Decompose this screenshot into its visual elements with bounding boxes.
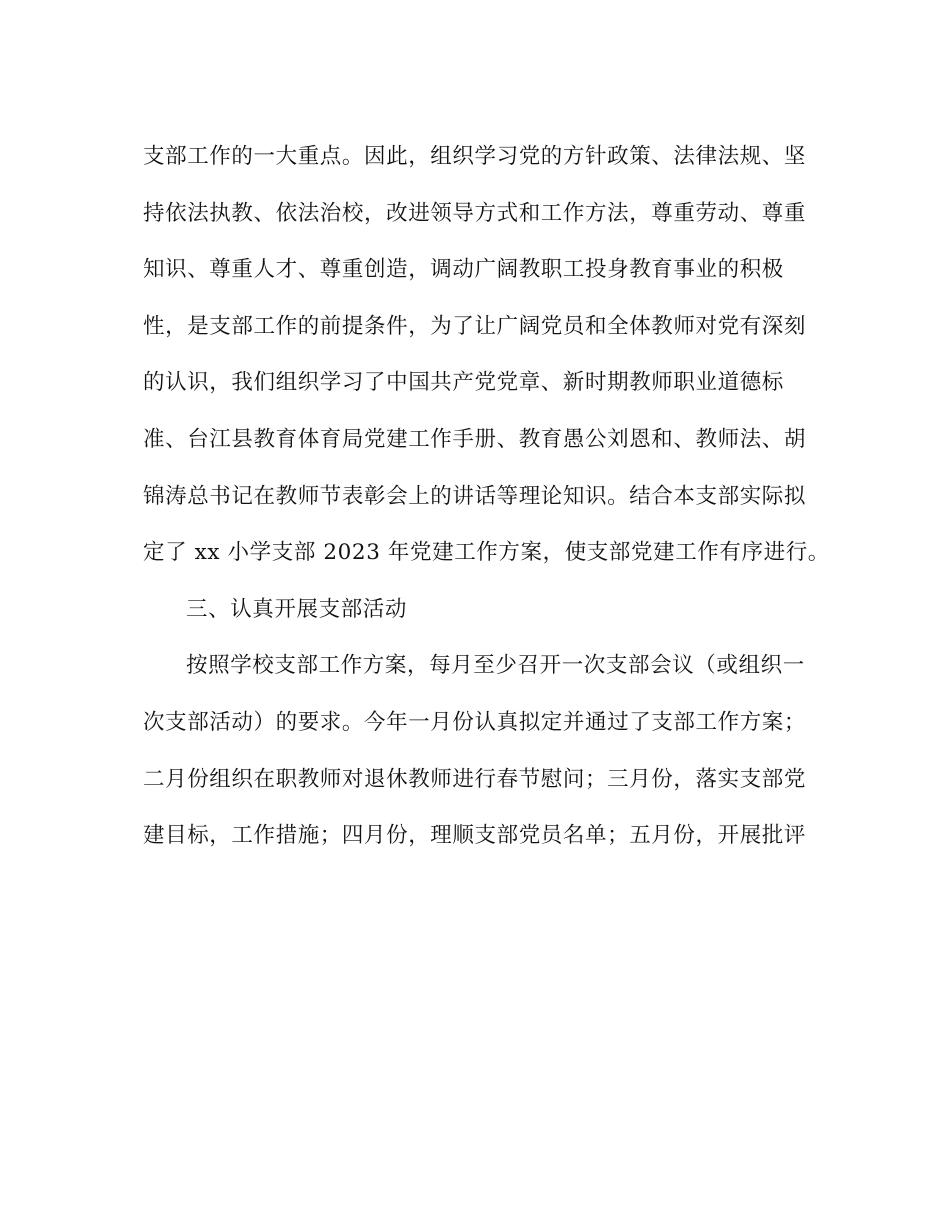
paragraph-line: 定了 xx 小学支部 2023 年党建工作方案，使支部党建工作有序进行。 xyxy=(143,540,830,566)
paragraph-line: 二月份组织在职教师对退休教师进行春节慰问；三月份，落实支部党 xyxy=(143,766,807,792)
paragraph-line: 建目标，工作措施；四月份，理顺支部党员名单；五月份，开展批评 xyxy=(143,823,807,849)
paragraph-line: 的认识，我们组织学习了中国共产党党章、新时期教师职业道德标 xyxy=(143,370,784,396)
paragraph-line: 次支部活动）的要求。今年一月份认真拟定并通过了支部工作方案； xyxy=(143,709,807,735)
document-body xyxy=(143,132,830,868)
paragraph-line: 持依法执教、依法治校，改进领导方式和工作方法，尊重劳动、尊重 xyxy=(143,200,807,226)
paragraph-line: 准、台江县教育体育局党建工作手册、教育愚公刘恩和、教师法、胡 xyxy=(143,426,807,452)
paragraph-line: 性，是支部工作的前提条件，为了让广阔党员和全体教师对党有深刻 xyxy=(143,313,807,339)
paragraph-line: 按照学校支部工作方案，每月至少召开一次支部会议（或组织一 xyxy=(186,653,805,679)
paragraph-line: 锦涛总书记在教师节表彰会上的讲话等理论知识。结合本支部实际拟 xyxy=(143,483,807,509)
section-heading: 三、认真开展支部活动 xyxy=(186,596,408,622)
paragraph-line: 知识、尊重人才、尊重创造，调动广阔教职工投身教育事业的积极 xyxy=(143,257,784,283)
paragraph-line: 支部工作的一大重点。因此，组织学习党的方针政策、法律法规、坚 xyxy=(143,144,807,169)
